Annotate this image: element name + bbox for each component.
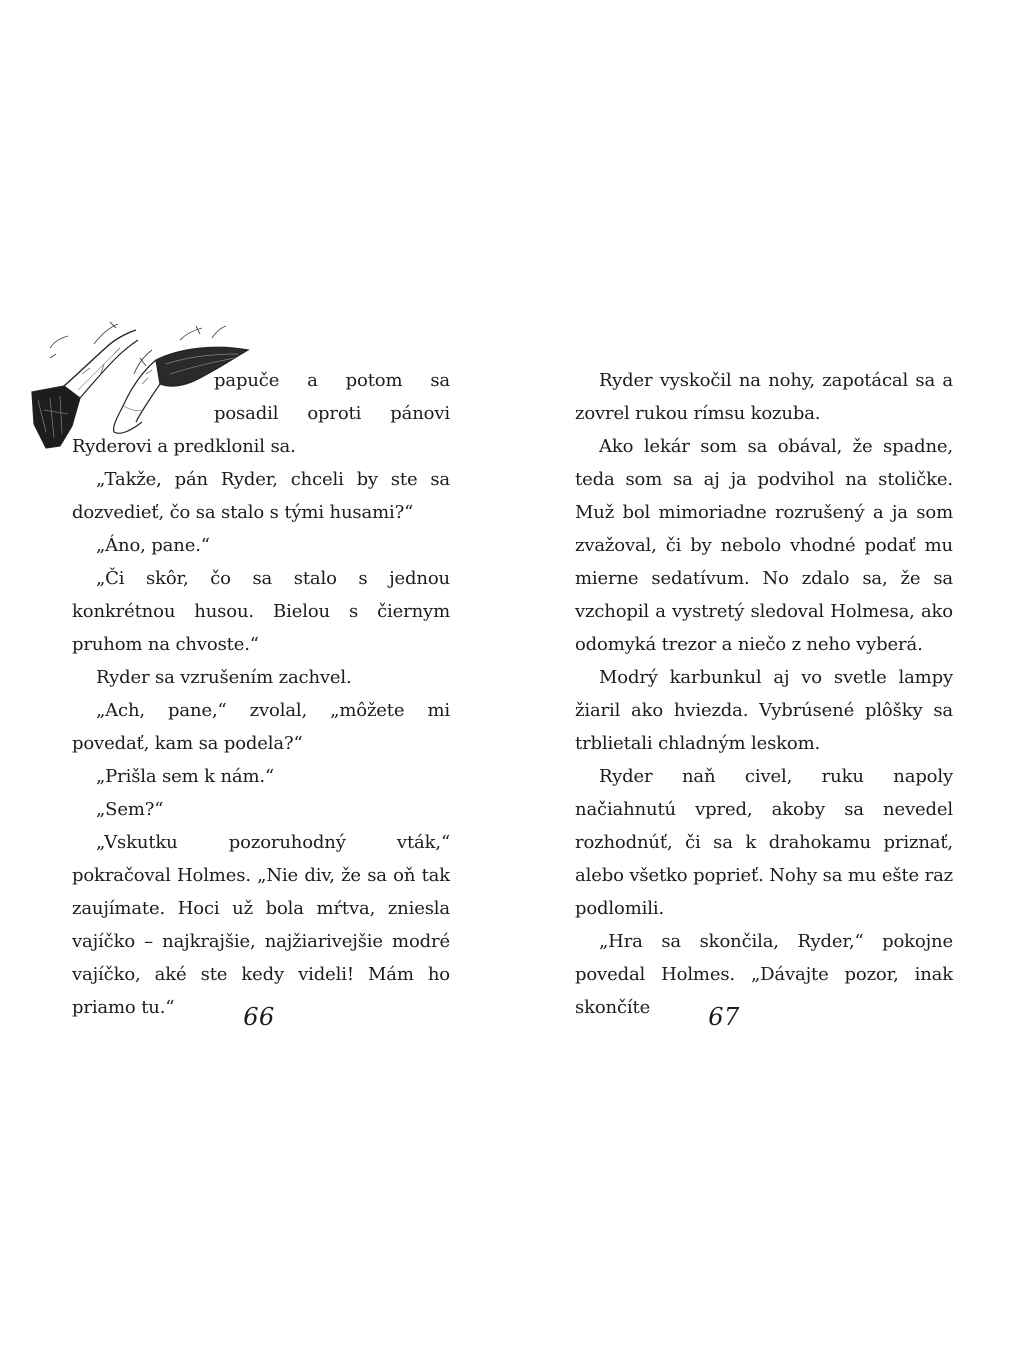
page-number-left: 66 [243, 1003, 275, 1031]
paragraph: „Takže, pán Ryder, chceli by ste sa dozvedieť, čo sa stalo s tými husami?“ [72, 469, 450, 523]
right-page-text [575, 364, 953, 1024]
page-number-right: 67 [708, 1003, 740, 1031]
paragraph: Ryder sa vzrušením zachvel. [96, 667, 352, 688]
paragraph: „Ach, pane,“ zvolal, „môžete mi povedať, kam sa podela?“ [72, 700, 450, 754]
paragraph: Ryder vyskočil na nohy, zapotácal sa a zovrel rukou rímsu kozuba. [575, 370, 953, 424]
paragraph: Modrý karbunkul aj vo svetle lampy žiaril ako hviezda. Vybrúsené plôšky sa trblietali chladným leskom. [575, 667, 953, 754]
paragraph: „Vskutku pozoruhodný vták,“ pokračoval Holmes. „Nie div, že sa oň tak zaujímate. Hoci už bola mŕtva, zniesla vajíčko – najkrajšie, najžiarivejšie modré vajíčko, aké ste kedy videli! Mám ho priamo tu.“ [72, 832, 450, 1018]
slippers-illustration [20, 364, 212, 430]
left-page-text [72, 364, 450, 1024]
paragraph: Ako lekár som sa obával, že spadne, teda som sa aj ja podvihol na stoličke. Muž bol mimoriadne rozrušený a ja som zvažoval, či by nebolo vhodné podať mu mierne sedatívum. No zdalo sa, že sa vzchopil a vystretý sledoval Holmesa, ako odomyká trezor a niečo z neho vyberá. [575, 436, 953, 655]
paragraph: „Či skôr, čo sa stalo s jednou konkrétnou husou. Bielou s čiernym pruhom na chvoste.“ [72, 568, 450, 655]
paragraph: „Hra sa skončila, Ryder,“ pokojne povedal Holmes. „Dávajte pozor, inak skončíte [575, 931, 953, 1018]
paragraph: Ryder naň civel, ruku napoly načiahnutú vpred, akoby sa nevedel rozhodnúť, či sa k drahokamu priznať, alebo všetko poprieť. Nohy sa mu ešte raz podlomili. [575, 766, 953, 919]
paragraph: „Áno, pane.“ [96, 535, 210, 556]
paragraph: „Prišla sem k nám.“ [96, 766, 275, 787]
slippers-drawing [20, 314, 262, 454]
paragraph: „Sem?“ [96, 799, 164, 820]
paragraph: papuče a potom sa posadil oproti pánovi Ryderovi a predklonil sa. [72, 364, 450, 463]
